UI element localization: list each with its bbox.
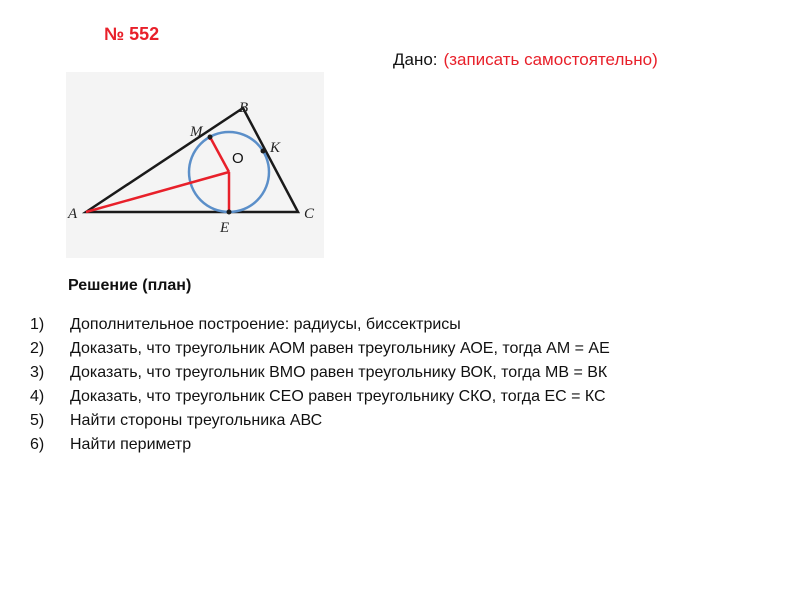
step-number: 6) bbox=[30, 436, 45, 453]
given-section bbox=[393, 50, 658, 70]
step-text: Доказать, что треугольник АОМ равен треугольнику АОЕ, тогда АМ = АЕ bbox=[70, 340, 610, 357]
label-o: O bbox=[232, 150, 244, 167]
step-number: 2) bbox=[30, 340, 45, 357]
step-text: Найти периметр bbox=[70, 436, 192, 453]
label-b: B bbox=[239, 100, 249, 116]
solution-title: Решение (план) bbox=[68, 277, 192, 294]
label-k: K bbox=[270, 140, 281, 156]
step-number: 3) bbox=[30, 364, 45, 381]
given-label: Дано: bbox=[393, 50, 438, 69]
step-item bbox=[30, 313, 610, 337]
step-number: 5) bbox=[30, 412, 45, 429]
point-k bbox=[261, 149, 266, 154]
point-m bbox=[208, 135, 213, 140]
step-number: 1) bbox=[30, 316, 45, 333]
given-note: (записать самостоятельно) bbox=[443, 50, 658, 69]
triangle-figure bbox=[66, 72, 324, 258]
step-text: Найти стороны треугольника АВС bbox=[70, 412, 323, 429]
step-item bbox=[30, 385, 610, 409]
step-text: Доказать, что треугольник ВМО равен треугольнику ВОК, тогда МВ = ВК bbox=[70, 364, 608, 381]
label-m: M bbox=[190, 124, 203, 140]
figure-background bbox=[66, 72, 324, 258]
label-e: E bbox=[220, 220, 230, 236]
step-item bbox=[30, 361, 610, 385]
point-e bbox=[227, 210, 232, 215]
step-text: Доказать, что треугольник СЕО равен треугольнику СКО, тогда ЕС = КС bbox=[70, 388, 606, 405]
triangle-diagram bbox=[66, 72, 324, 258]
problem-number: № 552 bbox=[104, 24, 160, 44]
step-number: 4) bbox=[30, 388, 45, 405]
label-a: A bbox=[68, 206, 78, 222]
step-item bbox=[30, 433, 610, 457]
step-text: Дополнительное построение: радиусы, биссектрисы bbox=[70, 316, 461, 333]
step-item bbox=[30, 337, 610, 361]
solution-steps bbox=[30, 313, 610, 457]
label-c: C bbox=[304, 206, 315, 222]
step-item bbox=[30, 409, 610, 433]
